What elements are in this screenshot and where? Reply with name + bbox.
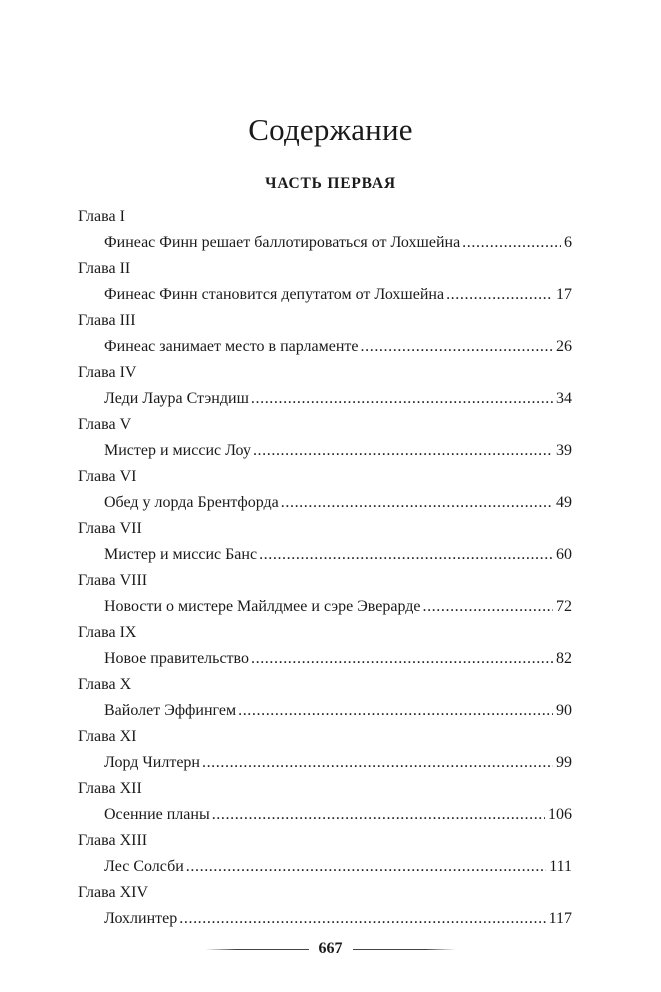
chapter-page-number: 90: [556, 702, 572, 719]
toc-entry: [78, 204, 572, 256]
chapter-label: Глава IV: [78, 364, 137, 381]
footer-rule-left: [205, 949, 309, 950]
page-title: Содержание: [248, 112, 413, 147]
dot-leader: [446, 282, 553, 308]
chapter-row[interactable]: [78, 386, 572, 412]
toc-entry: [78, 516, 572, 568]
chapter-page-number: 34: [556, 390, 572, 407]
dot-leader: [238, 698, 553, 724]
chapter-label: Глава V: [78, 416, 132, 433]
toc-entry: [78, 880, 572, 932]
chapter-page-number: 117: [548, 910, 572, 927]
chapter-label: Глава XIII: [78, 832, 148, 849]
toc-entry: [78, 256, 572, 308]
chapter-page-number: 82: [556, 650, 572, 667]
chapter-title: Новости о мистере Майлдмее и сэре Эверарде: [104, 598, 421, 615]
toc-entry: [78, 620, 572, 672]
chapter-page-number: 99: [556, 754, 572, 771]
chapter-row[interactable]: [78, 906, 572, 932]
chapter-title: Финеас занимает место в парламенте: [104, 338, 359, 355]
chapter-title: Лес Солсби: [104, 858, 184, 875]
table-of-contents: [78, 204, 572, 932]
toc-entry: [78, 672, 572, 724]
chapter-title: Мистер и миссис Банс: [104, 546, 258, 563]
dot-leader: [253, 438, 553, 464]
dot-leader: [422, 594, 553, 620]
chapter-label: Глава II: [78, 260, 131, 277]
chapter-row[interactable]: [78, 594, 572, 620]
chapter-label: Глава XII: [78, 780, 142, 797]
chapter-label: Глава VII: [78, 520, 142, 537]
footer-rule-right: [353, 949, 457, 950]
chapter-row[interactable]: [78, 646, 572, 672]
chapter-title: Новое правительство: [104, 650, 249, 667]
chapter-label: Глава XIV: [78, 884, 149, 901]
dot-leader: [212, 802, 545, 828]
chapter-page-number: 72: [556, 598, 572, 615]
dot-leader: [281, 490, 553, 516]
chapter-row[interactable]: [78, 334, 572, 360]
dot-leader: [202, 750, 553, 776]
chapter-label: Глава I: [78, 208, 125, 225]
chapter-label: Глава X: [78, 676, 132, 693]
chapter-title: Вайолет Эффингем: [104, 702, 237, 719]
page-number: 667: [318, 940, 343, 957]
chapter-label: Глава IX: [78, 624, 137, 641]
chapter-title: Лорд Чилтерн: [104, 754, 200, 771]
part-heading: ЧАСТЬ ПЕРВАЯ: [265, 175, 396, 192]
toc-entry: [78, 724, 572, 776]
chapter-label: Глава XI: [78, 728, 137, 745]
chapter-title: Финеас Финн решает баллотироваться от Лохшейна: [104, 234, 461, 251]
toc-entry: [78, 360, 572, 412]
dot-leader: [251, 386, 553, 412]
chapter-row[interactable]: [78, 854, 572, 880]
page-footer: [205, 938, 456, 960]
dot-leader: [462, 230, 561, 256]
toc-entry: [78, 308, 572, 360]
chapter-row[interactable]: [78, 750, 572, 776]
chapter-row[interactable]: [78, 542, 572, 568]
dot-leader: [259, 542, 553, 568]
chapter-page-number: 49: [556, 494, 572, 511]
chapter-title: Обед у лорда Брентфорда: [104, 494, 279, 511]
chapter-title: Осенние планы: [104, 806, 210, 823]
toc-entry: [78, 412, 572, 464]
chapter-page-number: 17: [556, 286, 572, 303]
dot-leader: [179, 906, 545, 932]
toc-entry: [78, 464, 572, 516]
chapter-row[interactable]: [78, 230, 572, 256]
chapter-title: Лохлинтер: [104, 910, 178, 927]
chapter-row[interactable]: [78, 698, 572, 724]
chapter-label: Глава III: [78, 312, 136, 329]
chapter-row[interactable]: [78, 490, 572, 516]
toc-entry: [78, 828, 572, 880]
chapter-row[interactable]: [78, 438, 572, 464]
chapter-title: Финеас Финн становится депутатом от Лохшейна: [104, 286, 445, 303]
chapter-page-number: 60: [556, 546, 572, 563]
toc-entry: [78, 568, 572, 620]
chapter-row[interactable]: [78, 282, 572, 308]
chapter-page-number: 6: [564, 234, 572, 251]
chapter-label: Глава VI: [78, 468, 137, 485]
chapter-page-number: 106: [548, 806, 572, 823]
dot-leader: [361, 334, 553, 360]
chapter-label: Глава VIII: [78, 572, 148, 589]
chapter-page-number: 26: [556, 338, 572, 355]
toc-entry: [78, 776, 572, 828]
dot-leader: [186, 854, 546, 880]
dot-leader: [251, 646, 553, 672]
chapter-page-number: 111: [549, 858, 572, 875]
chapter-title: Леди Лаура Стэндиш: [104, 390, 249, 407]
chapter-page-number: 39: [556, 442, 572, 459]
chapter-title: Мистер и миссис Лоу: [104, 442, 251, 459]
chapter-row[interactable]: [78, 802, 572, 828]
